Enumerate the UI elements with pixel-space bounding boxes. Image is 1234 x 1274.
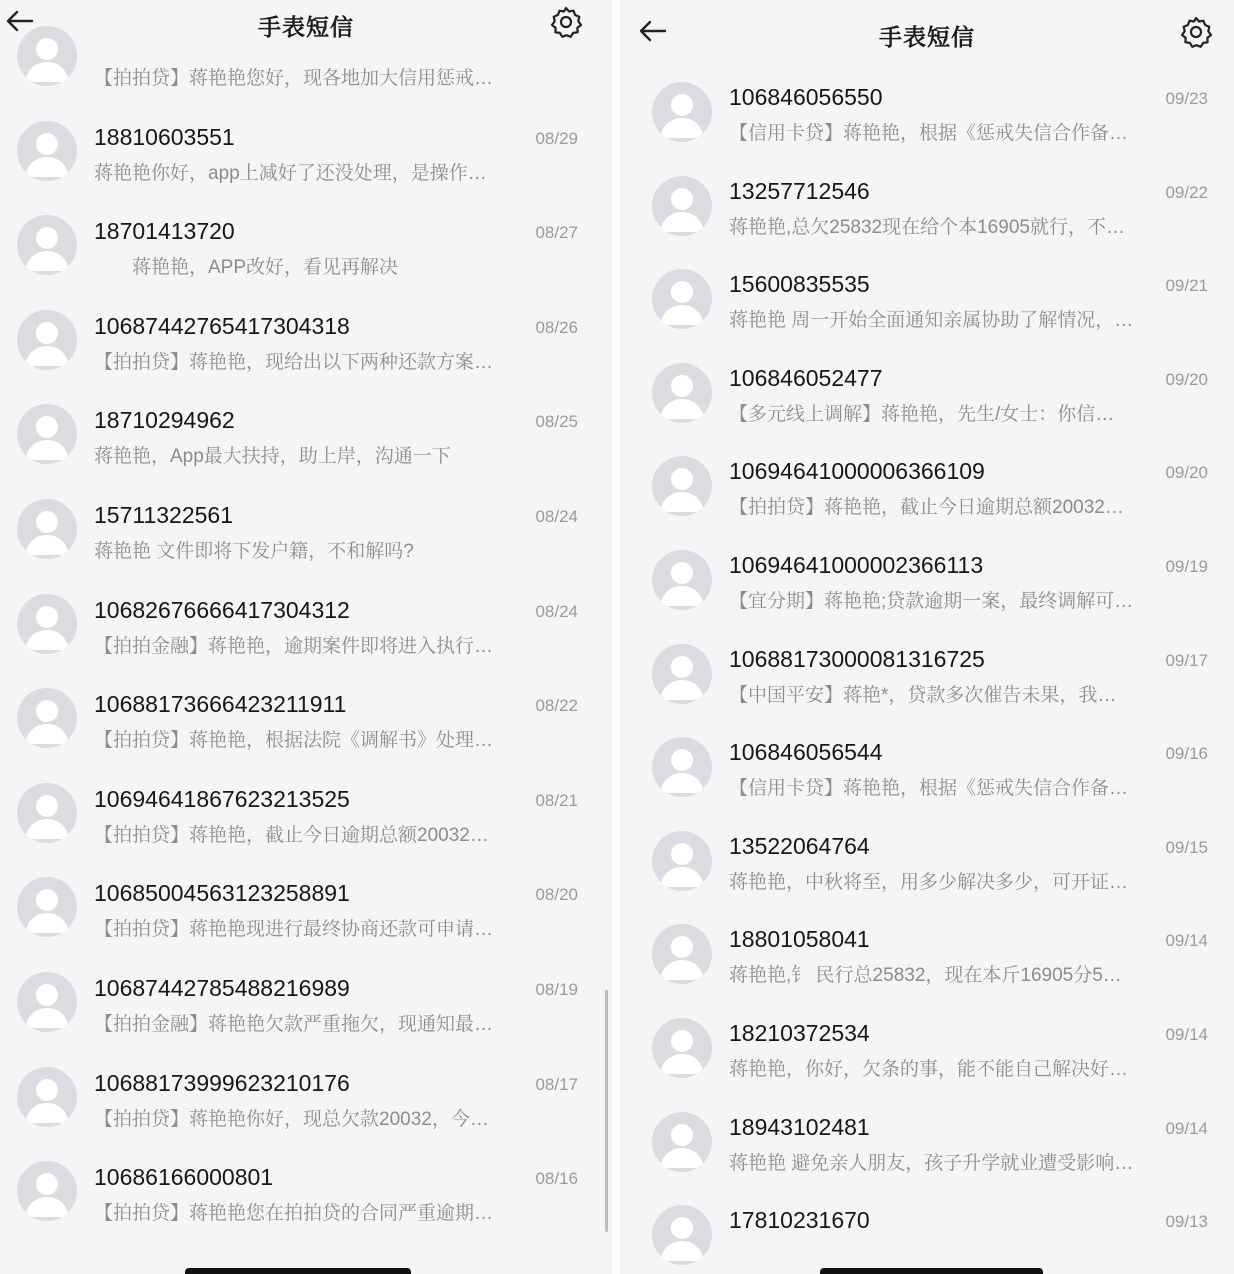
message-date: 08/21 — [535, 790, 578, 810]
message-item[interactable] — [0, 1156, 612, 1250]
contact-avatar-icon — [652, 1018, 712, 1078]
contact-avatar-icon — [17, 1067, 77, 1127]
message-preview: 【拍拍金融】蒋艳艳欠款严重拖欠，现通知最… — [94, 1014, 494, 1035]
message-preview: 【拍拍贷】蒋艳艳，现给出以下两种还款方案… — [94, 351, 494, 373]
contact-avatar-icon — [17, 215, 77, 275]
message-preview: 蒋艳艳,钅 民行总25832，现在本斤16905分5… — [729, 965, 1122, 987]
scrollbar[interactable] — [605, 990, 608, 1232]
sender-number: 17810231670 — [729, 1207, 870, 1234]
contact-avatar-icon — [17, 877, 77, 937]
message-item[interactable] — [620, 263, 1234, 357]
message-preview: 蒋艳艳 避免亲人朋友，孩子升学就业遭受影响… — [729, 1152, 1134, 1174]
contact-avatar-icon — [17, 688, 77, 748]
page-title: 手表短信 — [258, 14, 354, 40]
contact-avatar-icon — [17, 121, 77, 181]
message-item[interactable] — [0, 589, 612, 683]
contact-avatar-icon — [652, 1112, 712, 1172]
message-item[interactable] — [620, 1012, 1234, 1106]
contact-avatar-icon — [652, 176, 712, 236]
message-date: 09/14 — [1165, 1025, 1208, 1044]
message-preview: 【拍拍金融】蒋艳艳，逾期案件即将进入执行… — [94, 635, 494, 657]
message-item[interactable] — [0, 399, 612, 493]
message-preview: 【拍拍贷】蒋艳艳，截止今日逾期总额20032… — [94, 824, 489, 846]
sender-number: 10688173666423211911 — [94, 691, 347, 718]
sender-number: 18701413720 — [94, 218, 235, 245]
message-date: 08/26 — [535, 317, 578, 337]
message-item[interactable] — [620, 731, 1234, 825]
contact-avatar-icon — [652, 1205, 712, 1265]
sender-number: 18210372534 — [729, 1020, 870, 1046]
sender-number: 10694641000006366109 — [729, 458, 985, 485]
message-date: 08/16 — [535, 1169, 578, 1189]
message-preview: 【拍拍贷】蒋艳艳，根据法院《调解书》处理… — [94, 730, 494, 752]
message-item[interactable] — [0, 778, 612, 872]
message-preview: 【拍拍贷】蒋艳艳你好，现总欠款20032，今… — [94, 1108, 489, 1130]
message-date: 09/21 — [1165, 276, 1208, 296]
contact-avatar-icon — [652, 737, 712, 797]
sender-number: 106846052477 — [729, 364, 883, 391]
message-date: 09/15 — [1165, 837, 1208, 857]
message-date: 08/29 — [535, 128, 578, 148]
message-preview: 蒋艳艳,总欠25832现在给个本16905就行，不… — [729, 216, 1125, 238]
sender-number: 106846056550 — [729, 84, 883, 110]
left-phone-screen — [0, 0, 612, 1274]
message-item[interactable] — [0, 967, 612, 1061]
contact-avatar-icon — [17, 594, 77, 654]
message-date: 09/19 — [1165, 557, 1208, 576]
contact-avatar-icon — [17, 404, 77, 464]
header — [0, 0, 612, 50]
message-date: 09/16 — [1165, 744, 1208, 764]
message-preview: 蒋艳艳 周一开始全面通知亲属协助了解情况，… — [729, 310, 1134, 332]
message-date: 09/14 — [1165, 1118, 1208, 1138]
message-item[interactable] — [0, 305, 612, 399]
contact-avatar-icon — [17, 499, 77, 559]
message-date: 08/19 — [535, 980, 578, 999]
message-preview: 蒋艳艳 文件即将下发户籍，不和解吗? — [94, 541, 414, 562]
contact-avatar-icon — [652, 82, 712, 142]
message-date: 09/20 — [1165, 369, 1208, 389]
contact-avatar-icon — [17, 310, 77, 370]
sender-number: 10688173999623210176 — [94, 1069, 350, 1096]
message-item[interactable] — [0, 1062, 612, 1156]
message-preview: 【拍拍贷】蒋艳艳现进行最终协商还款可申请… — [94, 919, 494, 941]
contact-avatar-icon — [652, 644, 712, 704]
sender-number: 15711322561 — [94, 502, 233, 528]
message-date: 08/27 — [535, 223, 578, 243]
message-item[interactable] — [620, 76, 1234, 170]
message-preview: 【信用卡贷】蒋艳艳，根据《惩戒失信合作备… — [729, 123, 1129, 144]
message-date: 09/23 — [1165, 89, 1208, 108]
contact-avatar-icon — [652, 456, 712, 516]
message-item[interactable] — [0, 872, 612, 966]
home-indicator[interactable] — [820, 1268, 1043, 1274]
sender-number: 18801058041 — [729, 926, 870, 953]
message-item[interactable] — [0, 210, 612, 304]
sender-number: 106846056544 — [729, 739, 883, 766]
sender-number: 10694641000002366113 — [729, 552, 984, 578]
home-indicator[interactable] — [185, 1268, 411, 1274]
message-date: 08/24 — [535, 601, 578, 621]
gear-icon[interactable] — [549, 5, 583, 39]
message-item[interactable] — [620, 825, 1234, 919]
message-date: 09/14 — [1165, 931, 1208, 951]
message-preview: 蒋艳艳，APP改好，看见再解决 — [94, 257, 399, 279]
message-preview: 蒋艳艳你好，app上减好了还没处理，是操作… — [94, 162, 487, 184]
contact-avatar-icon — [17, 1161, 77, 1221]
message-preview: 蒋艳艳，中秋将至，用多少解决多少，可开证… — [729, 871, 1129, 893]
message-item[interactable] — [620, 170, 1234, 264]
message-date: 08/17 — [535, 1074, 578, 1094]
contact-avatar-icon — [652, 924, 712, 984]
sender-number: 18710294962 — [94, 407, 235, 434]
sender-number: 10688173000081316725 — [729, 645, 985, 672]
page-title: 手表短信 — [879, 24, 975, 50]
message-item[interactable] — [620, 544, 1234, 638]
sender-number: 15600835535 — [729, 271, 870, 298]
message-date: 09/17 — [1165, 650, 1208, 670]
message-date: 09/20 — [1165, 463, 1208, 483]
message-preview: 【中国平安】蒋艳*，贷款多次催告未果，我… — [729, 684, 1117, 706]
message-item[interactable] — [0, 683, 612, 777]
sender-number: 13257712546 — [729, 177, 870, 204]
message-preview: 【拍拍贷】蒋艳艳，截止今日逾期总额20032… — [729, 497, 1124, 519]
contact-avatar-icon — [652, 831, 712, 891]
sender-number: 10694641867623213525 — [94, 785, 350, 812]
message-item[interactable] — [620, 918, 1234, 1012]
message-item[interactable] — [620, 1199, 1234, 1274]
message-item[interactable] — [620, 357, 1234, 451]
message-date: 08/20 — [535, 885, 578, 905]
sender-number: 18810603551 — [94, 123, 235, 150]
message-preview: 【多元线上调解】蒋艳艳，先生/女士：你信… — [729, 403, 1115, 425]
sender-number: 18943102481 — [729, 1113, 870, 1140]
message-preview: 【宜分期】蒋艳艳;贷款逾期一案，最终调解可… — [729, 591, 1134, 612]
header — [620, 0, 1234, 50]
contact-avatar-icon — [652, 363, 712, 423]
sender-number: 10687442785488216989 — [94, 975, 350, 1001]
message-item[interactable] — [620, 1106, 1234, 1200]
sender-number: 13522064764 — [729, 832, 870, 859]
message-preview: 蒋艳艳，App最大扶持，助上岸，沟通一下 — [94, 446, 451, 468]
gear-icon[interactable] — [1179, 15, 1213, 49]
message-item[interactable] — [0, 116, 612, 210]
sender-number: 10682676666417304312 — [94, 596, 350, 623]
message-item[interactable] — [620, 638, 1234, 732]
message-preview: 【信用卡贷】蒋艳艳，根据《惩戒失信合作备… — [729, 778, 1129, 800]
sender-number: 10687442765417304318 — [94, 312, 350, 339]
contact-avatar-icon — [17, 972, 77, 1032]
contact-avatar-icon — [17, 783, 77, 843]
message-date: 08/25 — [535, 412, 578, 432]
message-preview: 【拍拍贷】蒋艳艳您在拍拍贷的合同严重逾期… — [94, 1203, 494, 1225]
sender-number: 10685004563123258891 — [94, 880, 350, 907]
message-preview: 【拍拍贷】蒋艳艳您好，现各地加大信用惩戒… — [94, 68, 494, 89]
message-preview: 蒋艳艳，你好，欠条的事，能不能自己解决好… — [729, 1059, 1129, 1080]
contact-avatar-icon — [652, 550, 712, 610]
message-date: 09/22 — [1165, 182, 1208, 202]
sender-number: 10686166000801 — [94, 1164, 274, 1191]
message-date: 09/13 — [1165, 1212, 1208, 1232]
right-phone-screen — [620, 0, 1234, 1274]
contact-avatar-icon — [652, 269, 712, 329]
message-item[interactable] — [0, 494, 612, 588]
message-date: 08/24 — [535, 507, 578, 526]
message-item[interactable] — [620, 450, 1234, 544]
message-date: 08/22 — [535, 696, 578, 716]
